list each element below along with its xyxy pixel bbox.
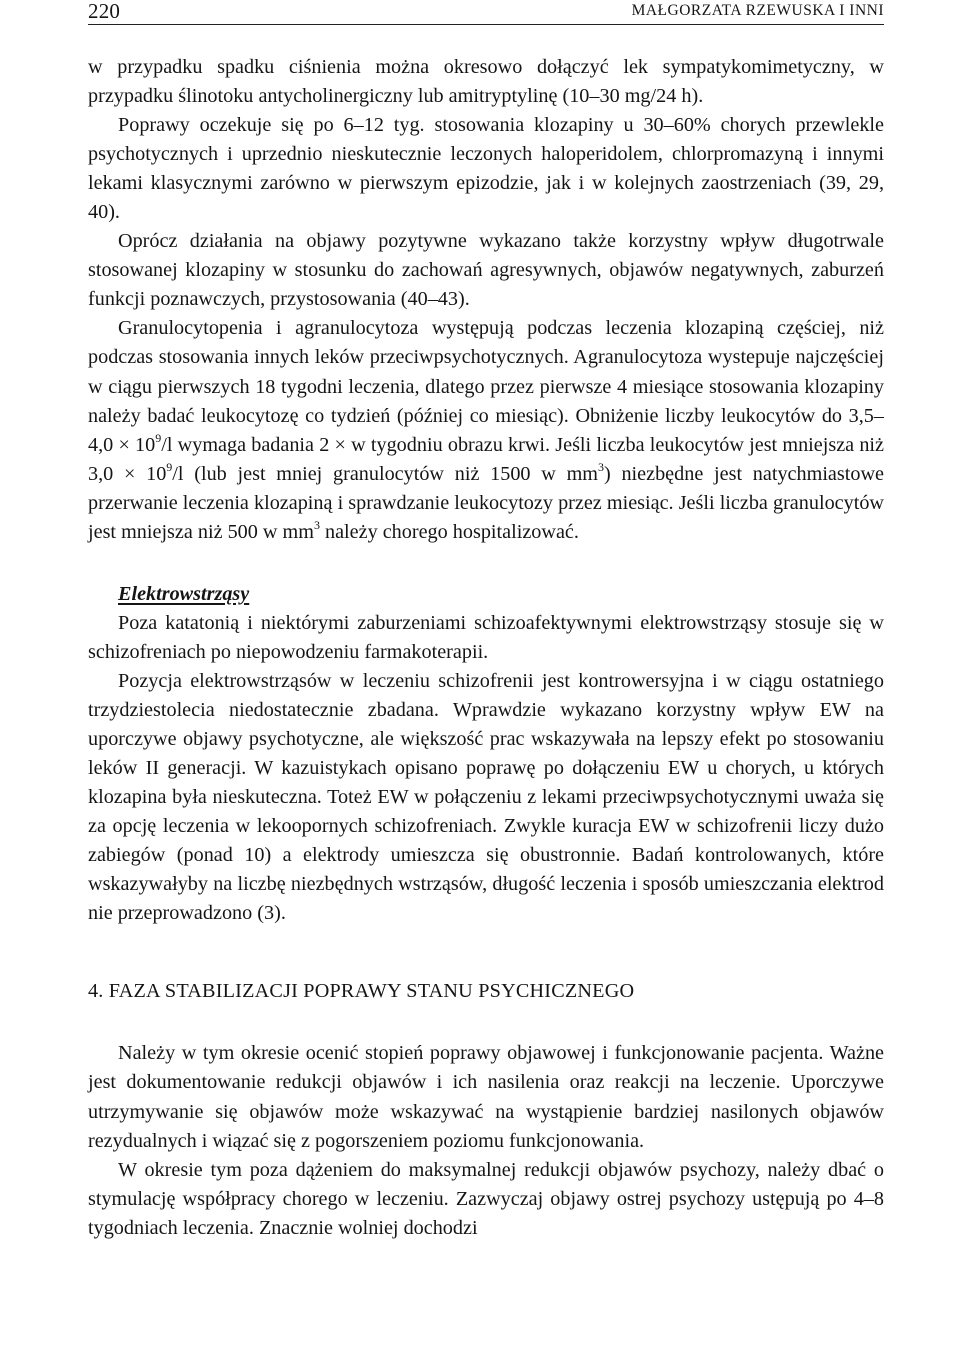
superscript: 3 (313, 517, 320, 532)
text-run: /l (lub jest mniej granulocytów niż 1500 w mm (172, 462, 598, 485)
running-header (88, 0, 884, 25)
text-run: należy chorego hospitalizować. (319, 520, 579, 543)
paragraph-assessment: Należy w tym okresie ocenić stopień poprawy objawowej i funkcjonowanie pacjenta. Ważne jest dokumentowanie redukcji objawów i ich nasilenia oraz reakcji na leczenie. Uporczywe utrzymywanie się objawów może wskazywać na wystąpienie bardziej nasilonych objawów rezydualnych i wiązać się z pogorszeniem poziomu funkcjonowania. (88, 1042, 884, 1152)
paragraph-ect-position: Pozycja elektrowstrząsów w leczeniu schizofrenii jest kontrowersyjna i w ciągu ostatniego trzydziestolecia niedostatecznie zbadana. Wprawdzie wykazano korzystny wpływ EW na uporczywe objawy psychotyczne, ale większość prac wskazywała na lepszy efekt po stosowaniu leków II generacji. W kazuistykach opisano poprawę po dołączeniu EW u chorych, u których klozapina była nieskuteczna. Toteż EW w połączeniu z lekami przeciwpsychotycznymi uważa się za opcję leczenia w lekoopornych schizofreniach. Zwykle kuracja EW w schizofrenii liczy dużo zabiegów (ponad 10) a elektrody umieszcza się obustronnie. Badań kontrolowanych, które wskazywałyby na liczbę niezbędnych wstrząsów, długość leczenia i sposób umieszczania elektrod nie przeprowadzono (3). (88, 669, 884, 925)
text-run: /l wymaga badania 2 × w tygodniu obrazu krwi. Jeśli liczba leukocytów jest mniejsza niż 3,0 × 10 (88, 433, 884, 485)
paragraph-cooperation: W okresie tym poza dążeniem do maksymalnej redukcji objawów psychozy, należy dbać o stymulację współpracy chorego w leczeniu. Zazwyczaj objawy ostrej psychozy ustępują po 4–8 tygodniach leczenia. Znacznie wolniej dochodzi (88, 1158, 884, 1239)
paragraph-continuation: w przypadku spadku ciśnienia można okresowo dołączyć lek sympatykomimetyczny, w przypadku ślinotoku antycholinergiczny lub amitryptylinę (10–30 mg/24 h). (88, 56, 884, 108)
paragraph-agranulocytosis (88, 314, 884, 546)
paragraph-ect-indications: Poza katatonią i niektórymi zaburzeniami schizoafektywnymi elektrowstrząsy stosuje się w schizofreniach po niepowodzeniu farmakoterapii. (88, 611, 884, 663)
paragraph-response-time: Poprawy oczekuje się po 6–12 tyg. stosowania klozapiny u 30–60% chorych przewlekle psychotycznych i uprzednio nieskutecznie leczonych haloperidolem, chlorpromazyną i innymi lekami klasycznymi zarówno w pierwszym epizodzie, jak i w kolejnych zaostrzeniach (39, 29, 40). (88, 114, 884, 224)
body-text (88, 53, 884, 1243)
superscript: 3 (598, 459, 604, 474)
subsection-title: Elektrowstrząsy (118, 582, 250, 605)
text-run: Granulocytopenia i agranulocytoza występują podczas leczenia klozapiną częściej, niż podczas stosowania innych leków przeciwpsychotycznych. Agranulocytoza wystepuje najczęściej w ciągu pierwszych 18 tygodni leczenia, dlatego przez pierwsze 4 miesiące stosowania klozapiny należy badać leukocytozę co tydzień (później co miesiąc). Obniżenie liczby leukocytów do 3,5–4,0 × 10 (88, 317, 884, 456)
text-run: ) niezbędne jest natychmiastowe przerwanie leczenia klozapiną i sprawdzanie leukocytozy przez miesiąc. Jeśli liczba granulocytów jest mniejsza niż 500 w mm (88, 462, 884, 543)
paragraph-additional-effects: Oprócz działania na objawy pozytywne wykazano także korzystny wpływ długotrwale stosowanej klozapiny w stosunku do zachowań agresywnych, objawów negatywnych, zaburzeń funkcji poznawczych, przystosowania (40–43). (88, 230, 884, 311)
page-number: 220 (88, 0, 121, 23)
section-title: 4. FAZA STABILIZACJI POPRAWY STANU PSYCHICZNEGO (88, 980, 635, 1003)
superscript: 9 (166, 459, 173, 474)
superscript: 9 (155, 430, 162, 445)
running-title: MAŁGORZATA RZEWUSKA I INNI (631, 2, 884, 19)
